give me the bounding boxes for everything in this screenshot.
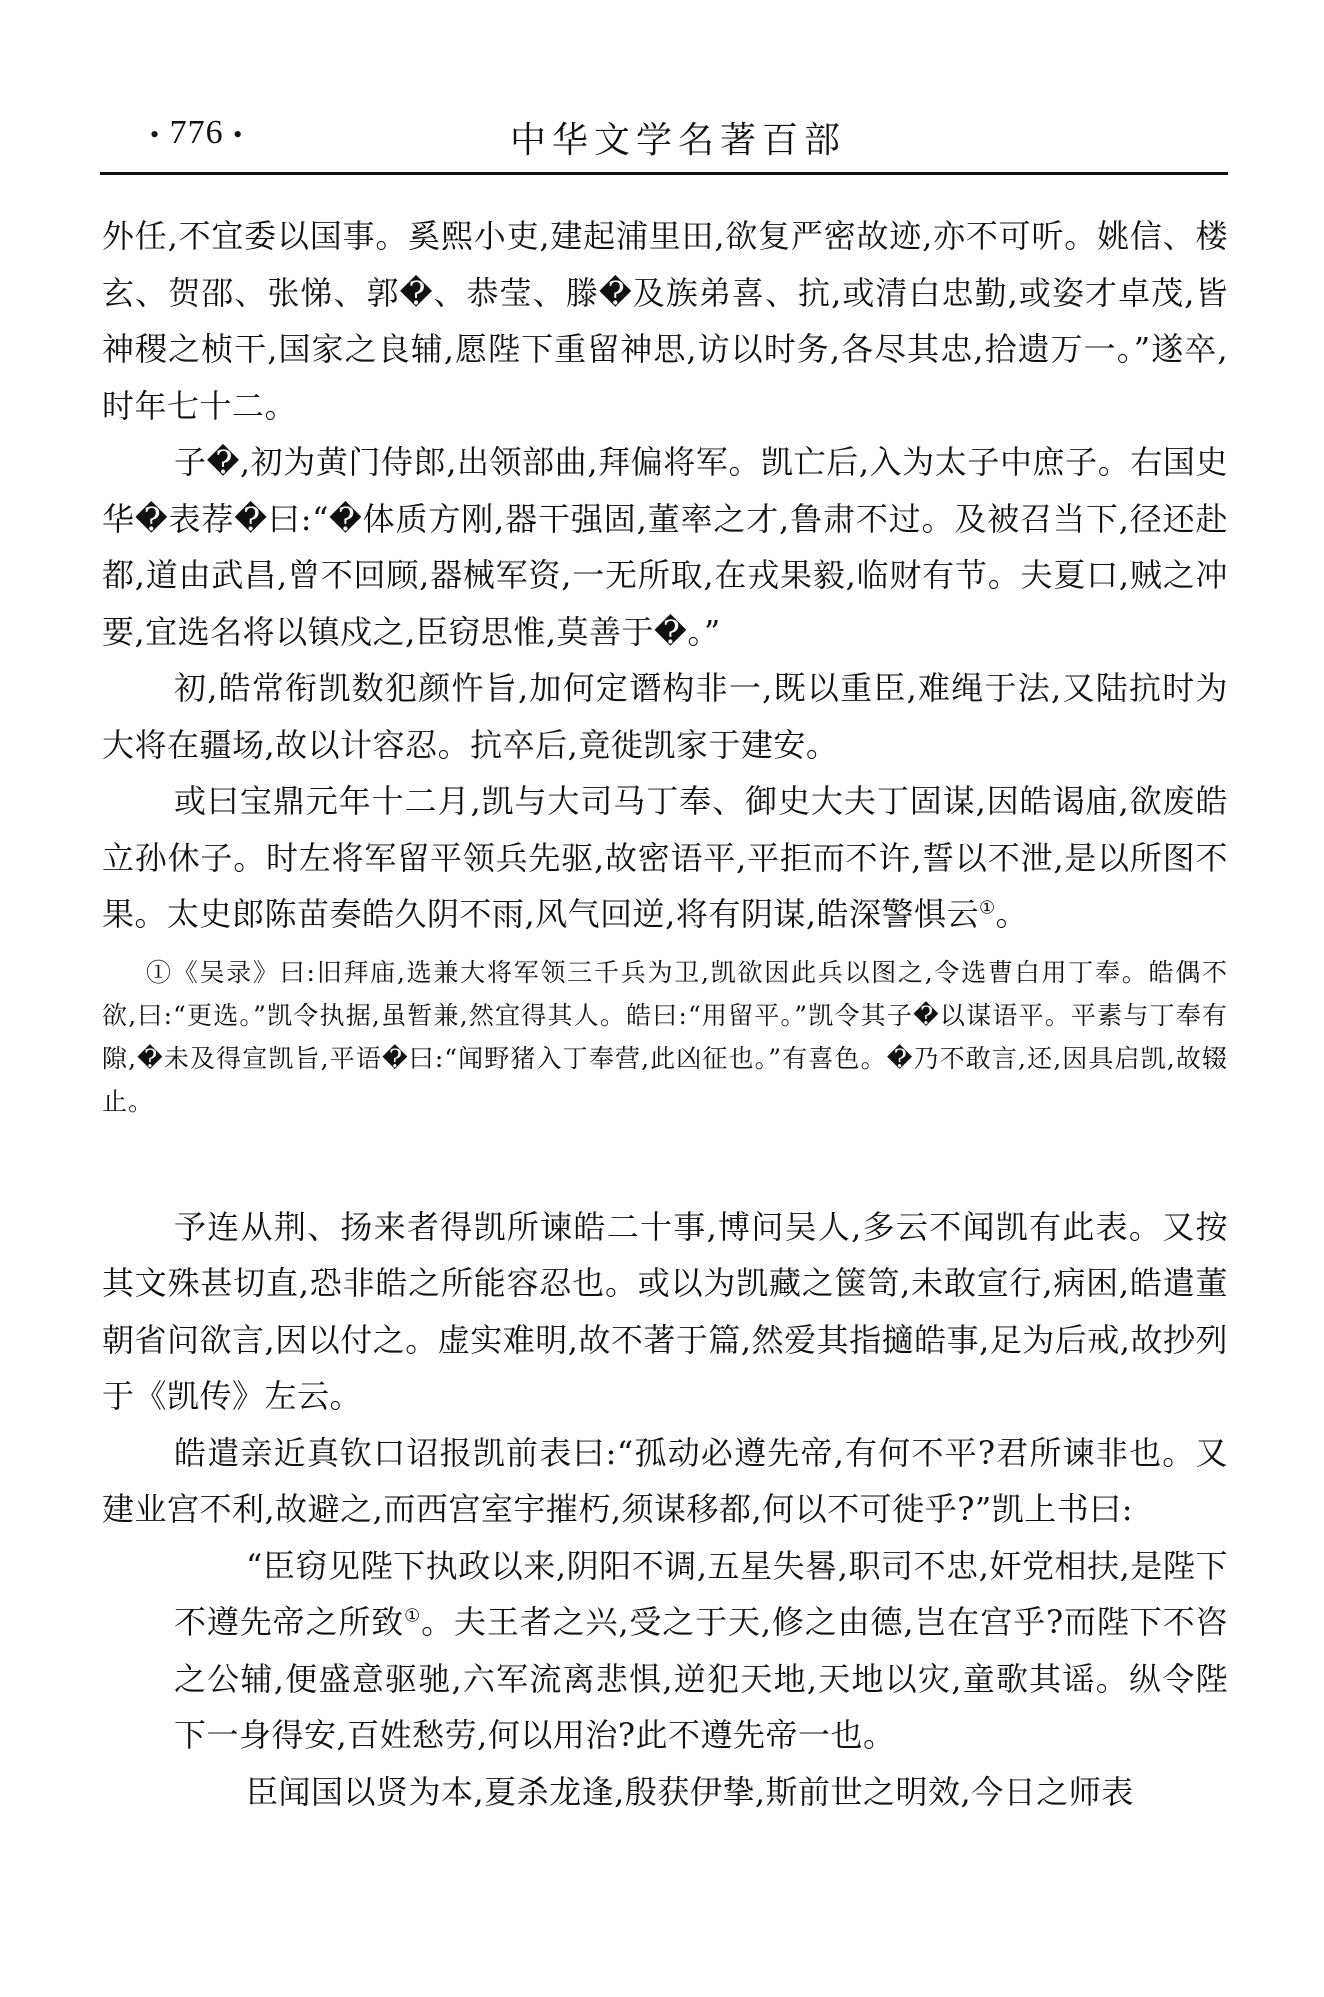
paragraph-1: 外任,不宜委以国事。奚熙小吏,建起浦里田,欲复严密故迹,亦不可听。姚信、楼玄、贺邵、张悌、郭�、恭莹、滕�及族弟喜、抗,或清白忠勤,或姿才卓茂,皆神稷之桢干,国家之良辅,愿陛下重留神思,访以时务,各尽其忠,拾遗万一。”遂卒,时年七十二。 xyxy=(102,217,1228,425)
header-rule xyxy=(100,172,1228,175)
page-number-value: 776 xyxy=(169,114,224,151)
paragraph-3: 初,皓常衔凯数犯颜忤旨,加何定谮构非一,既以重臣,难绳于法,又陆抗时为大将在疆场,故以计容忍。抗卒后,竟徙凯家于建安。 xyxy=(102,669,1228,764)
footnote-marker[interactable]: ① xyxy=(404,1605,422,1627)
memorial-paragraph-2: 臣闻国以贤为本,夏杀龙逢,殷获伊挚,斯前世之明效,今日之师表 xyxy=(246,1772,1134,1811)
paragraph-4 xyxy=(102,773,1228,943)
page-number xyxy=(150,114,243,152)
page-body xyxy=(102,208,1228,1820)
page-header xyxy=(100,110,1228,170)
paragraph-6: 皓遣亲近真钦口诏报凯前表曰:“孤动必遵先帝,有何不平?君所谏非也。又建业宫不利,故避之,而西宫室宇摧朽,须谋移都,何以不可徙乎?”凯上书曰: xyxy=(102,1433,1228,1528)
memorial-text-b: 。夫王者之兴,受之于天,修之由德,岂在宫乎?而陛下不咨之公辅,便盛意驱驰,六军流离悲惧,逆犯天地,天地以灾,童歌其谣。纵令陛下一身得安,百姓愁劳,何以用治?此不遵先帝一也。 xyxy=(174,1603,1228,1754)
bullet-right: • xyxy=(233,120,244,150)
bullet-left: • xyxy=(150,120,161,150)
memorial-text-a: “臣窃见陛下执政以来,阴阳不调,五星失晷,职司不忠,奸党相扶,是陛下不遵先帝之所致 xyxy=(174,1546,1228,1641)
book-title: 中华文学名著百部 xyxy=(510,120,847,161)
paragraph-5: 予连从荆、扬来者得凯所谏皓二十事,博问吴人,多云不闻凯有此表。又按其文殊甚切直,恐非皓之所能容忍也。或以为凯藏之箧笥,未敢宣行,病困,皓遣董朝省问欲言,因以付之。虚实难明,故不著于篇,然爱其指擿皓事,足为后戒,故抄列于《凯传》左云。 xyxy=(102,1207,1228,1415)
paragraph-2: 子�,初为黄门侍郎,出领部曲,拜偏将军。凯亡后,入为太子中庶子。右国史华�表荐�曰:“�体质方刚,器干强固,董率之才,鲁肃不过。及被召当下,径还赴都,道由武昌,曾不回顾,器械军资,一无所取,在戎果毅,临财有节。夫夏口,贼之冲要,宜选名将以镇戍之,臣窃思惟,莫善于�。” xyxy=(102,443,1228,651)
footnote-1: ①《吴录》曰:旧拜庙,选兼大将军领三千兵为卫,凯欲因此兵以图之,令选曹白用丁奉。皓偶不欲,曰:“更选。”凯令执据,虽暂兼,然宜得其人。皓曰:“用留平。”凯令其子�以谋语平。平素与丁奉有隙,�未及得宣凯旨,平语�曰:“闻野猪入丁奉营,此凶征也。”有喜色。�乃不敢言,还,因具启凯,故辍止。 xyxy=(102,957,1228,1116)
paragraph-4-end: 。 xyxy=(995,895,1029,933)
paragraph-4-text: 或曰宝鼎元年十二月,凯与大司马丁奉、御史大夫丁固谋,因皓谒庙,欲废皓立孙休子。时左将军留平领兵先驱,故密语平,平拒而不许,誓以不泄,是以所图不果。太史郎陈苗奏皓久阴不雨,风气回逆,将有阴谋,皓深警惧云 xyxy=(102,782,1228,933)
footnote-marker[interactable]: ① xyxy=(979,897,996,919)
memorial-quote xyxy=(174,1538,1228,1764)
section-gap xyxy=(102,1123,1228,1199)
